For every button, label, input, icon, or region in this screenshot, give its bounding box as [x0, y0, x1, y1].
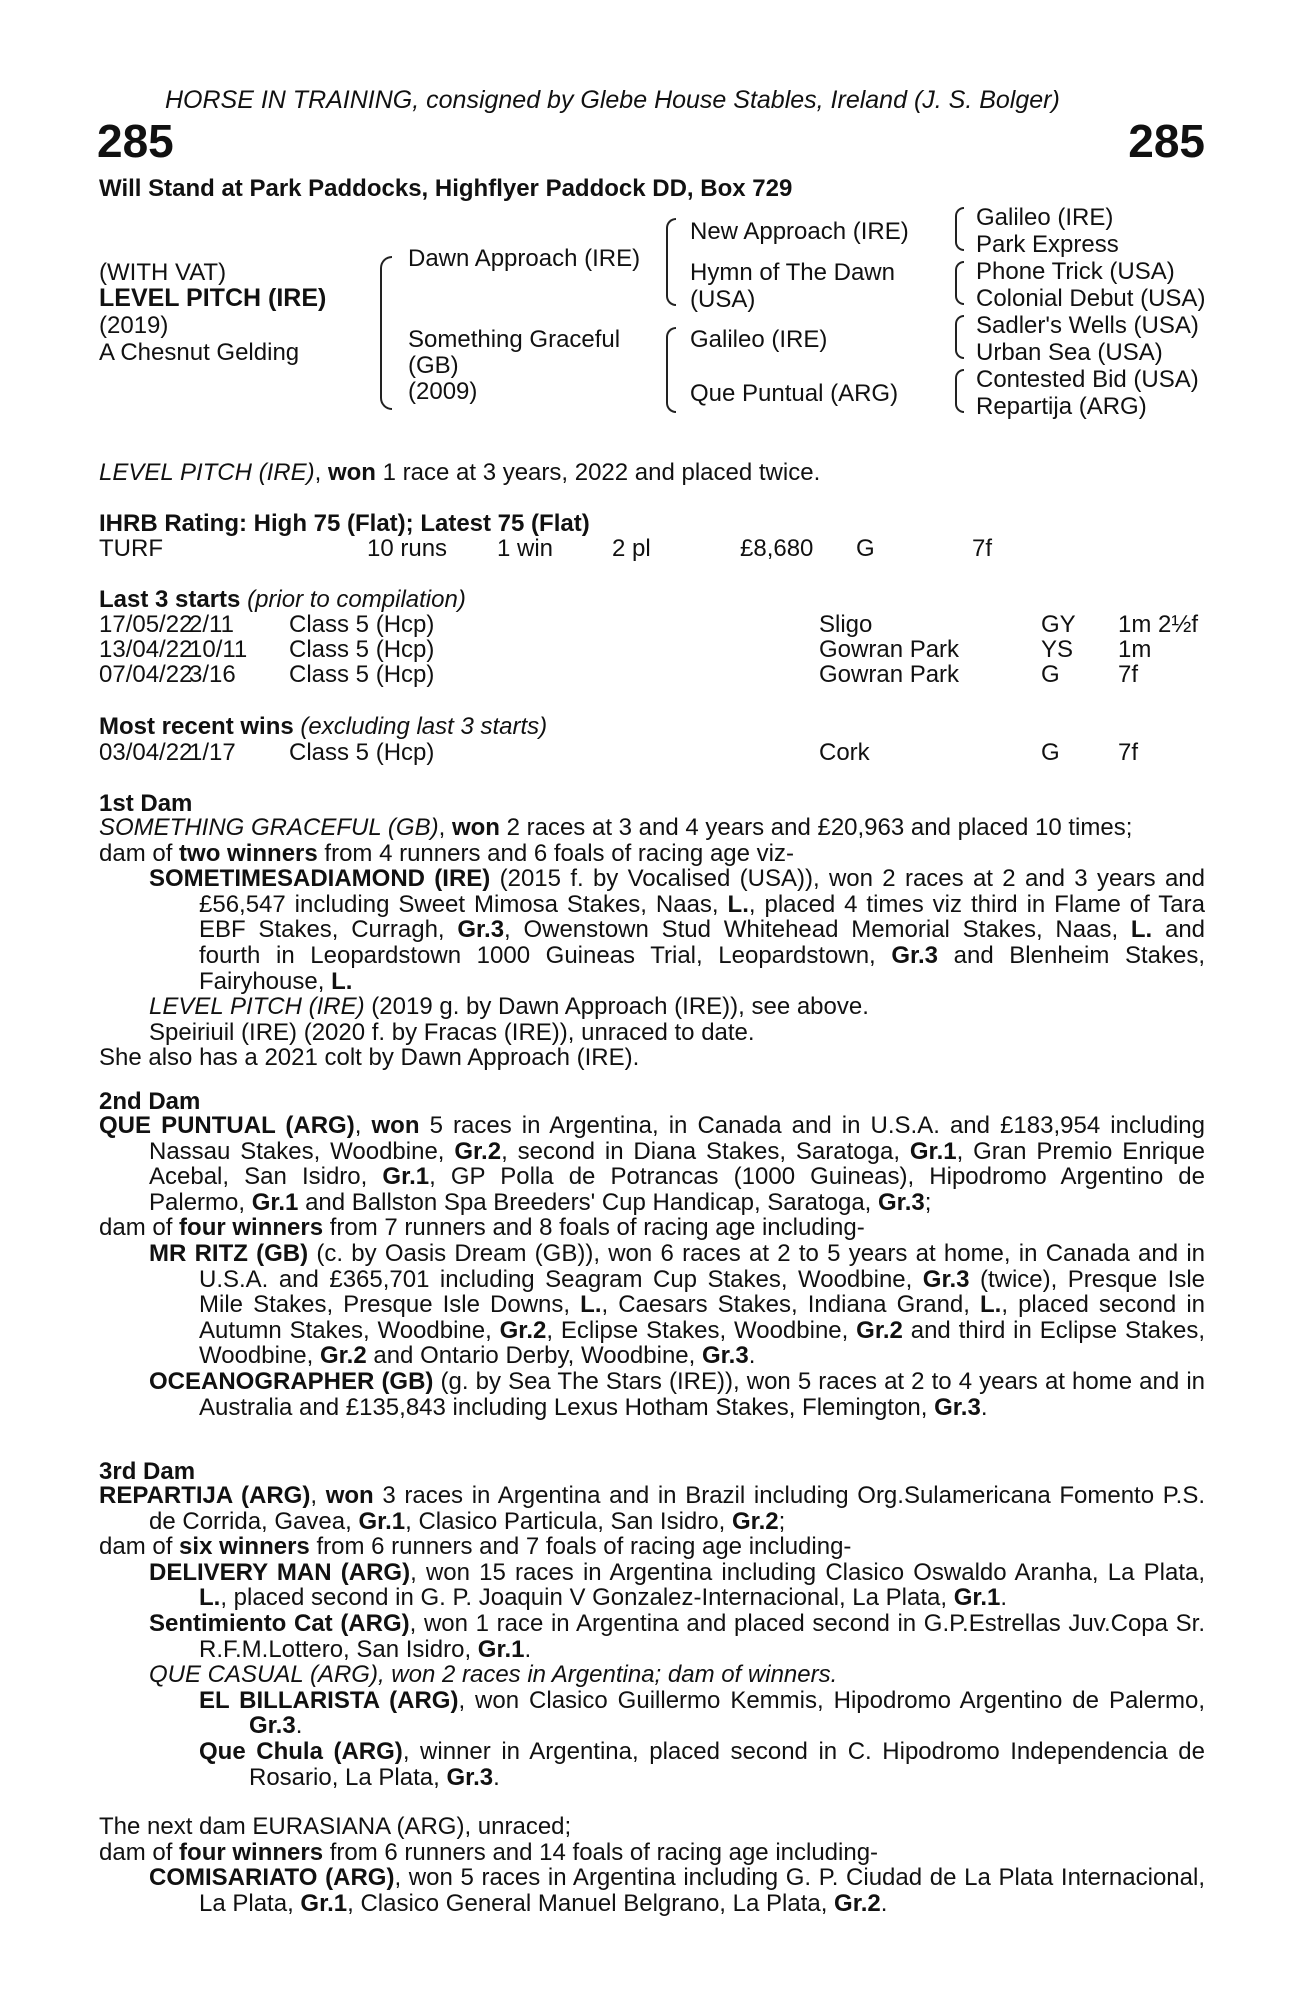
form-going: G — [1041, 739, 1060, 766]
progeny-name: Sentimiento Cat (ARG) — [149, 1609, 410, 1637]
brace-sire — [666, 218, 676, 306]
second-dam-heading: 2nd Dam — [99, 1088, 201, 1115]
form-pos: 3/16 — [189, 661, 236, 688]
second-dam-name: QUE PUNTUAL (ARG) — [99, 1112, 355, 1139]
won-label: won — [451, 814, 500, 841]
rating-runs: 10 runs — [367, 535, 448, 562]
recent-wins-heading — [99, 715, 547, 739]
progeny-name: COMISARIATO (ARG) — [149, 1864, 395, 1892]
record-text: , Clasico Particula, San Isidro, — [405, 1507, 732, 1535]
rating-wins: 1 win — [497, 535, 554, 562]
form-date: 07/04/22 — [99, 661, 193, 688]
grade-label: Gr.3 — [249, 1712, 296, 1740]
dam-of-label: dam of — [99, 1533, 180, 1561]
recent-wins-note: (excluding last 3 starts) — [300, 713, 548, 740]
summary-won: won — [327, 459, 376, 486]
dam-name: Something Graceful — [408, 326, 621, 353]
progeny-text: and Ontario Derby, Woodbine, — [366, 1342, 702, 1370]
summary-horse-name: LEVEL PITCH (IRE) — [99, 459, 315, 486]
progeny-name: DELIVERY MAN (ARG) — [149, 1558, 411, 1586]
grade-label: Gr.2 — [856, 1316, 903, 1344]
progeny-text: and fourth in Leopardstown 1000 Guineas Trial, Leopardstown, — [199, 916, 1206, 969]
grade-label: Gr.3 — [446, 1763, 494, 1791]
third-dam-intro: REPARTIJA (ARG), won 3 races in Argentina and in Brazil including Org.Sulamericana Fomento P.S. de Corrida, Gavea, Gr.1, Clasico Particula, San Isidro, Gr.2; — [99, 1482, 1205, 1535]
produce-detail: from 6 runners and 14 foals of racing age including- — [323, 1838, 879, 1866]
progeny-oceanographer — [99, 1369, 1205, 1420]
progeny-text: , placed second in Autumn Stakes, Woodbine, — [199, 1291, 1206, 1344]
progeny-text: (2019 g. by Dawn Approach (IRE)), see above. — [364, 993, 869, 1021]
first-dam-section — [99, 815, 1205, 1071]
won-label: won — [371, 1112, 420, 1139]
grade-label: Gr.3 — [922, 1265, 970, 1293]
brace-sd — [955, 261, 964, 305]
won-label: won — [325, 1482, 374, 1509]
progeny-text: . — [493, 1763, 500, 1791]
first-dam-name: SOMETHING GRACEFUL (GB) — [99, 814, 439, 841]
progeny-sometimesadiamond — [99, 866, 1205, 994]
progeny-text: (g. by Sea The Stars (IRE)), won 5 races at 2 to 4 years at home and in Australia and £135,843 including Lexus Hotham Stakes, Flemington, — [199, 1367, 1205, 1421]
rating-title: IHRB Rating: High 75 (Flat); Latest 75 (Flat) — [99, 510, 590, 537]
grade-label: L. — [199, 1584, 221, 1612]
grandprogeny-el-billarista — [99, 1688, 1205, 1739]
rating-earnings: £8,680 — [740, 535, 814, 562]
form-course: Cork — [819, 739, 870, 766]
form-dist: 1m — [1118, 636, 1152, 663]
last-starts-heading — [99, 588, 466, 612]
rating-places: 2 pl — [612, 535, 651, 562]
progeny-text: , won 5 races in Argentina including G. P. Ciudad de La Plata Internacional, La Plata, — [199, 1864, 1206, 1917]
sire-dam: Hymn of The Dawn — [690, 259, 895, 286]
dam-of-label: dam of — [99, 839, 180, 867]
grade-label: Gr.3 — [701, 1342, 749, 1370]
dam-dam-sire: Contested Bid (USA) — [976, 366, 1199, 393]
form-course: Sligo — [819, 611, 873, 638]
stand-location: Will Stand at Park Paddocks, Highflyer Paddock DD, Box 729 — [99, 175, 793, 202]
winners-count: four winners — [179, 1214, 324, 1242]
record-text: and Ballston Spa Breeders' Cup Handicap, Saratoga, — [298, 1188, 879, 1216]
first-dam-heading: 1st Dam — [99, 790, 193, 817]
next-dam-section — [99, 1814, 1205, 1916]
grade-label: Gr.1 — [251, 1188, 299, 1216]
progeny-text: , Eclipse Stakes, Woodbine, — [546, 1316, 857, 1344]
progeny-text: . — [524, 1635, 532, 1663]
brace-dd — [955, 369, 964, 413]
progeny-sentimiento-cat — [99, 1611, 1205, 1662]
grade-label: L. — [1130, 916, 1153, 944]
progeny-text: , Clasico General Manuel Belgrano, La Plata, — [347, 1889, 835, 1917]
progeny-name: LEVEL PITCH (IRE) — [149, 993, 365, 1021]
progeny-text: . — [1000, 1584, 1008, 1612]
sire-sire-sire: Galileo (IRE) — [976, 204, 1114, 231]
form-class: Class 5 (Hcp) — [289, 636, 435, 663]
sire-name: Dawn Approach (IRE) — [408, 245, 641, 272]
rating-going: G — [856, 535, 875, 562]
horse-description: A Chesnut Gelding — [99, 339, 300, 366]
progeny-text: (c. by Oasis Dream (GB)), won 6 races at 2 to 5 years at home, in Canada and in U.S.A. and £365,701 including Seagram Cup Stakes, Woodbine, — [199, 1239, 1205, 1293]
recent-wins-title: Most recent wins — [99, 713, 294, 740]
first-dam-record: 2 races at 3 and 4 years and £20,963 and placed 10 times; — [499, 814, 1133, 841]
brace-gen1 — [380, 256, 392, 410]
form-pos: 10/11 — [189, 636, 248, 663]
sire-sire-dam: Park Express — [976, 231, 1119, 258]
grade-label: L. — [980, 1291, 1002, 1319]
progeny-text: , placed 4 times viz third in Flame of Tara EBF Stakes, Curragh, — [199, 890, 1205, 944]
progeny-text: (2015 f. by Vocalised (USA)), won 2 races at 2 and 3 years and £56,547 including Sweet Mimosa Stakes, Naas, — [199, 865, 1205, 918]
form-going: YS — [1041, 636, 1074, 663]
progeny-text: , winner in Argentina, placed second in C. Hipodromo Independencia de Rosario, La Plata, — [249, 1737, 1205, 1791]
grade-label: L. — [331, 967, 353, 995]
winners-count: six winners — [179, 1533, 310, 1561]
form-class: Class 5 (Hcp) — [289, 611, 435, 638]
progeny-mr-ritz — [99, 1241, 1205, 1369]
progeny-name: EL BILLARISTA (ARG) — [199, 1686, 459, 1714]
progeny-text: . — [748, 1342, 756, 1370]
grade-label: Gr.1 — [382, 1163, 430, 1191]
race-summary: LEVEL PITCH (IRE), won 1 race at 3 years, 2022 and placed twice. — [99, 459, 821, 486]
form-date: 13/04/22 — [99, 636, 193, 663]
grade-label: Gr.3 — [891, 941, 939, 969]
third-dam-heading: 3rd Dam — [99, 1458, 196, 1485]
dam-dam-dam: Repartija (ARG) — [976, 393, 1147, 420]
progeny-text: , won 15 races in Argentina including Clasico Oswaldo Aranha, La Plata, — [410, 1558, 1206, 1586]
winners-count: four winners — [179, 1838, 324, 1866]
form-dist: 7f — [1118, 739, 1139, 766]
record-text: 3 races in Argentina and in Brazil including Org.Sulamericana Fomento P.S. de Corrida, Gavea, — [149, 1482, 1205, 1535]
produce-detail: from 6 runners and 7 foals of racing age including- — [309, 1533, 852, 1561]
progeny-text: , won 1 race in Argentina and placed second in G.P.Estrellas Juv.Copa Sr. R.F.M.Lottero, San Isidro, — [199, 1609, 1206, 1663]
dam-of-label: dam of — [99, 1214, 180, 1242]
dam-sire-dam: Urban Sea (USA) — [976, 339, 1163, 366]
record-text: 5 races in Argentina, in Canada and in U.S.A. and £183,954 including Nassau Stakes, Woodbine, — [149, 1112, 1205, 1165]
grade-label: Gr.3 — [934, 1393, 981, 1421]
record-text: ; — [924, 1188, 932, 1216]
dam-origin: (GB) — [408, 352, 459, 379]
foal-year: (2019) — [99, 312, 169, 339]
form-class: Class 5 (Hcp) — [289, 739, 435, 766]
next-dam-intro: The next dam EURASIANA (ARG), unraced; — [99, 1813, 572, 1840]
progeny-level-pitch — [99, 994, 1205, 1020]
grade-label: Gr.1 — [300, 1889, 348, 1917]
second-dam-intro: QUE PUNTUAL (ARG), won 5 races in Argentina, in Canada and in U.S.A. and £183,954 including Nassau Stakes, Woodbine, Gr.2, second in Diana Stakes, Saratoga, Gr.1, Gran Premio Enrique Acebal, San Isidro, Gr.1, GP Polla de Potrancas (1000 Guineas), Hipodromo Argentino de Palermo, Gr.1 and Ballston Spa Breeders' Cup Handicap, Saratoga, Gr.3; — [99, 1112, 1205, 1216]
summary-rest: 1 race at 3 years, 2022 and placed twice. — [375, 459, 821, 486]
form-course: Gowran Park — [819, 636, 960, 663]
grade-label: L. — [727, 890, 749, 918]
progeny-que-casual: QUE CASUAL (ARG), won 2 races in Argentina; dam of winners. — [149, 1661, 838, 1689]
dam-sire: Galileo (IRE) — [690, 326, 828, 353]
brace-ds — [955, 315, 964, 359]
progeny-text: . — [880, 1889, 888, 1917]
grade-label: L. — [580, 1291, 602, 1319]
record-text: ; — [778, 1507, 786, 1535]
grade-label: Gr.2 — [499, 1316, 547, 1344]
progeny-text: , Caesars Stakes, Indiana Grand, — [601, 1291, 981, 1319]
progeny-name: MR RITZ (GB) — [149, 1239, 309, 1267]
dam-sire-sire: Sadler's Wells (USA) — [976, 312, 1199, 339]
dam-of-label: dam of — [99, 1838, 180, 1866]
sire-dam-origin: (USA) — [690, 286, 756, 313]
progeny-comisariato — [99, 1865, 1205, 1916]
form-dist: 7f — [1118, 661, 1139, 688]
form-going: GY — [1041, 611, 1076, 638]
sire-dam-sire: Phone Trick (USA) — [976, 258, 1175, 285]
dam-year: (2009) — [408, 378, 478, 405]
progeny-delivery-man — [99, 1560, 1205, 1611]
grade-label: Gr.3 — [457, 916, 505, 944]
progeny-name: SOMETIMESADIAMOND (IRE) — [149, 865, 491, 893]
first-dam-note: She also has a 2021 colt by Dawn Approach (IRE). — [99, 1044, 640, 1072]
progeny-text: , won Clasico Guillermo Kemmis, Hipodromo Argentino de Palermo, — [458, 1686, 1205, 1714]
second-dam-section — [99, 1113, 1205, 1420]
produce-detail: from 7 runners and 8 foals of racing age including- — [323, 1214, 865, 1242]
grade-label: Gr.2 — [319, 1342, 367, 1370]
form-course: Gowran Park — [819, 661, 960, 688]
form-pos: 2/11 — [189, 611, 234, 638]
first-dam-intro: SOMETHING GRACEFUL (GB), won 2 races at 3 and 4 years and £20,963 and placed 10 times; — [99, 814, 1133, 841]
progeny-text: and third in Eclipse Stakes, Woodbine, — [199, 1316, 1205, 1370]
form-date: 17/05/22 — [99, 611, 193, 638]
winners-count: two winners — [179, 839, 318, 867]
brace-ss — [955, 207, 964, 251]
progeny-text: . — [980, 1393, 988, 1421]
third-dam-section — [99, 1483, 1205, 1790]
form-dist: 1m 2½f — [1118, 611, 1199, 638]
form-date: 03/04/22 — [99, 739, 193, 766]
grade-label: Gr.2 — [731, 1507, 779, 1535]
grade-label: Gr.1 — [477, 1635, 525, 1663]
grade-label: Gr.2 — [834, 1889, 881, 1917]
horse-name: LEVEL PITCH (IRE) — [99, 284, 327, 312]
third-dam-produce — [99, 1534, 1205, 1560]
next-dam-produce — [99, 1840, 1205, 1866]
first-dam-produce — [99, 841, 1205, 867]
rating-surface: TURF — [99, 535, 163, 562]
progeny-text: , Owenstown Stud Whitehead Memorial Stakes, Naas, — [504, 916, 1131, 944]
progeny-text: , placed second in G. P. Joaquin V Gonzalez-Internacional, La Plata, — [220, 1584, 954, 1612]
grade-label: Gr.1 — [358, 1507, 406, 1535]
form-class: Class 5 (Hcp) — [289, 661, 435, 688]
sire-sire: New Approach (IRE) — [690, 218, 909, 245]
progeny-name: OCEANOGRAPHER (GB) — [149, 1367, 434, 1395]
sire-dam-dam: Colonial Debut (USA) — [976, 285, 1206, 312]
progeny-speiriuil: Speiriuil (IRE) (2020 f. by Fracas (IRE)), unraced to date. — [149, 1018, 755, 1046]
last-starts-note: (prior to compilation) — [247, 586, 466, 613]
progeny-text: and Blenheim Stakes, Fairyhouse, — [199, 941, 1205, 995]
second-dam-produce — [99, 1215, 1205, 1241]
last-starts-title: Last 3 starts — [99, 586, 241, 613]
grade-label: Gr.1 — [953, 1584, 1001, 1612]
grade-label: Gr.1 — [909, 1137, 957, 1165]
brace-dam — [666, 327, 676, 413]
record-text: , second in Diana Stakes, Saratoga, — [501, 1137, 910, 1165]
dam-dam: Que Puntual (ARG) — [690, 380, 899, 407]
progeny-text: (twice), Presque Isle Mile Stakes, Presque Isle Downs, — [199, 1265, 1205, 1319]
form-going: G — [1041, 661, 1060, 688]
grade-label: Gr.2 — [454, 1137, 502, 1165]
record-text: , GP Polla de Potrancas (1000 Guineas), Hipodromo Argentino de Palermo, — [149, 1163, 1205, 1216]
third-dam-name: REPARTIJA (ARG) — [99, 1482, 311, 1509]
consignor-line: HORSE IN TRAINING, consigned by Glebe House Stables, Ireland (J. S. Bolger) — [165, 86, 1060, 114]
grade-label: Gr.3 — [878, 1188, 925, 1216]
progeny-name: Que Chula (ARG) — [199, 1737, 403, 1765]
progeny-text: . — [295, 1712, 303, 1740]
lot-number-left: 285 — [97, 115, 174, 167]
lot-number-right: 285 — [1128, 115, 1205, 167]
vat-label: (WITH VAT) — [99, 259, 227, 286]
record-text: , Gran Premio Enrique Acebal, San Isidro, — [149, 1137, 1205, 1191]
grandprogeny-que-chula — [99, 1739, 1205, 1790]
rating-distance: 7f — [972, 535, 993, 562]
form-pos: 1/17 — [189, 739, 236, 766]
produce-detail: from 4 runners and 6 foals of racing age viz- — [317, 839, 794, 867]
